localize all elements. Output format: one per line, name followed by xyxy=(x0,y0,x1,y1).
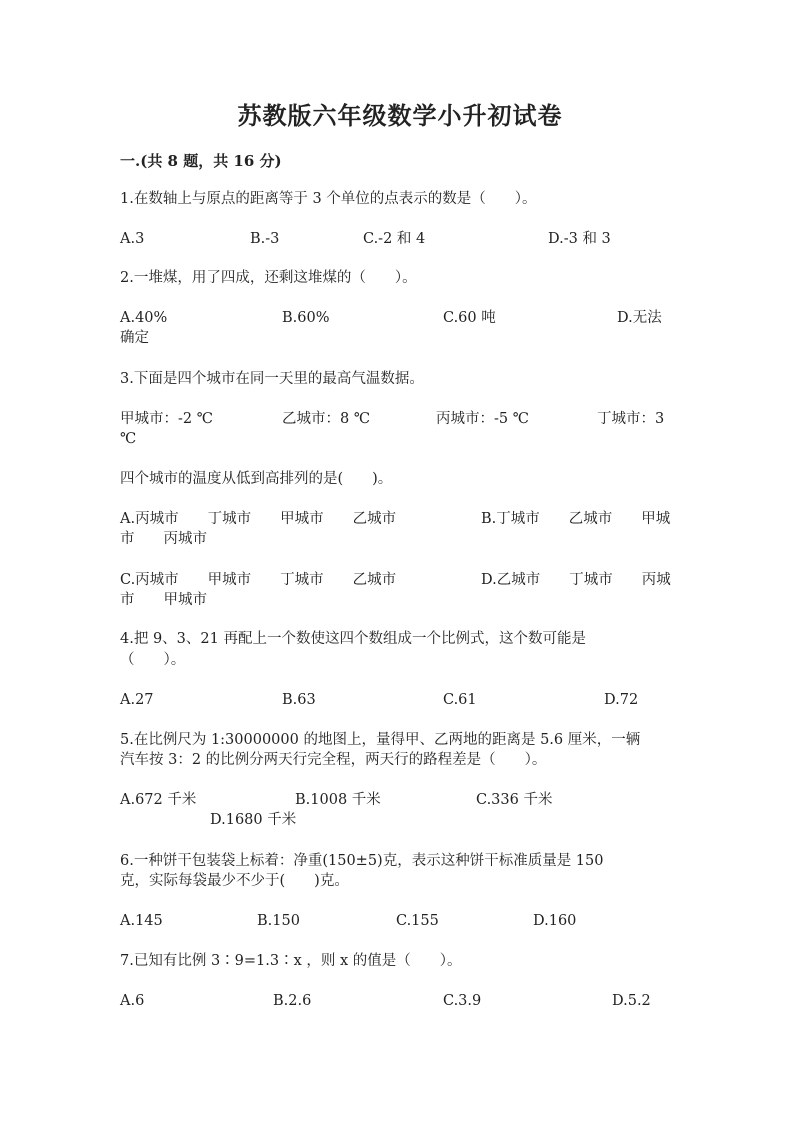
q5-option-b[interactable]: B.1008 千米 xyxy=(295,792,381,808)
q3-option-b-wrap: 市 丙城市 xyxy=(120,531,207,547)
q3-data-wrap: ℃ xyxy=(120,431,137,447)
q3-option-a[interactable]: A.丙城市 丁城市 甲城市 乙城市 xyxy=(120,511,397,527)
q2-option-b[interactable]: B.60% xyxy=(282,310,330,326)
q5-option-c[interactable]: C.336 千米 xyxy=(476,792,553,808)
q6-option-c[interactable]: C.155 xyxy=(396,913,439,929)
q3-data-jia: 甲城市：-2 ℃ xyxy=(120,411,213,427)
question-7: 7.已知有比例 3∶9=1.3∶x ，则 x 的值是（ ）。 xyxy=(120,953,462,969)
q4-option-c[interactable]: C.61 xyxy=(443,692,477,708)
q1-option-a[interactable]: A.3 xyxy=(120,231,145,247)
q5-option-a[interactable]: A.672 千米 xyxy=(120,792,197,808)
q3-option-d[interactable]: D.乙城市 丁城市 丙城 xyxy=(481,572,671,588)
q3-option-c[interactable]: C.丙城市 甲城市 丁城市 乙城市 xyxy=(120,572,397,588)
q3-data-ding: 丁城市：3 xyxy=(597,411,665,427)
question-3-prompt: 四个城市的温度从低到高排列的是( )。 xyxy=(120,471,393,487)
question-4: 4.把 9、3、21 再配上一个数使这四个数组成一个比例式，这个数可能是 xyxy=(120,631,586,647)
q7-option-d[interactable]: D.5.2 xyxy=(612,993,651,1009)
q4-option-a[interactable]: A.27 xyxy=(120,692,154,708)
q6-option-b[interactable]: B.150 xyxy=(257,913,300,929)
question-6: 6.一种饼干包装袋上标着：净重(150±5)克，表示这种饼干标准质量是 150 xyxy=(120,853,604,869)
q7-option-c[interactable]: C.3.9 xyxy=(443,993,482,1009)
page-title: 苏教版六年级数学小升初试卷 xyxy=(237,101,563,130)
q6-option-d[interactable]: D.160 xyxy=(533,913,577,929)
question-4-wrap: （ ）。 xyxy=(120,652,186,668)
q1-option-c[interactable]: C.-2 和 4 xyxy=(363,231,426,247)
question-2: 2.一堆煤，用了四成，还剩这堆煤的（ ）。 xyxy=(120,270,417,286)
q7-option-b[interactable]: B.2.6 xyxy=(273,993,312,1009)
question-5: 5.在比例尺为 1:30000000 的地图上，量得甲、乙两地的距离是 5.6 厘米，一辆 xyxy=(120,732,641,748)
section-heading: 一.(共 8 题，共 16 分) xyxy=(120,152,282,170)
question-3: 3.下面是四个城市在同一天里的最高气温数据。 xyxy=(120,371,424,387)
question-6-wrap: 克，实际每袋最少不少于( )克。 xyxy=(120,873,349,889)
q3-data-yi: 乙城市：8 ℃ xyxy=(282,411,371,427)
q1-option-b[interactable]: B.-3 xyxy=(250,231,280,247)
q4-option-b[interactable]: B.63 xyxy=(282,692,316,708)
q2-option-a[interactable]: A.40% xyxy=(120,310,168,326)
q3-option-b[interactable]: B.丁城市 乙城市 甲城 xyxy=(481,511,671,527)
q2-option-d[interactable]: D.无法 xyxy=(617,310,662,326)
q3-data-bing: 丙城市：-5 ℃ xyxy=(436,411,529,427)
q3-option-d-wrap: 市 甲城市 xyxy=(120,592,207,608)
question-5-wrap: 汽车按 3：2 的比例分两天行完全程，两天行的路程差是（ ）。 xyxy=(120,752,547,768)
q2-option-d-wrap: 确定 xyxy=(120,330,149,346)
question-1: 1.在数轴上与原点的距离等于 3 个单位的点表示的数是（ ）。 xyxy=(120,191,537,207)
q7-option-a[interactable]: A.6 xyxy=(120,993,145,1009)
q6-option-a[interactable]: A.145 xyxy=(120,913,163,929)
q4-option-d[interactable]: D.72 xyxy=(604,692,639,708)
q2-option-c[interactable]: C.60 吨 xyxy=(443,310,496,326)
q5-option-d[interactable]: D.1680 千米 xyxy=(210,812,297,828)
q1-option-d[interactable]: D.-3 和 3 xyxy=(548,231,611,247)
